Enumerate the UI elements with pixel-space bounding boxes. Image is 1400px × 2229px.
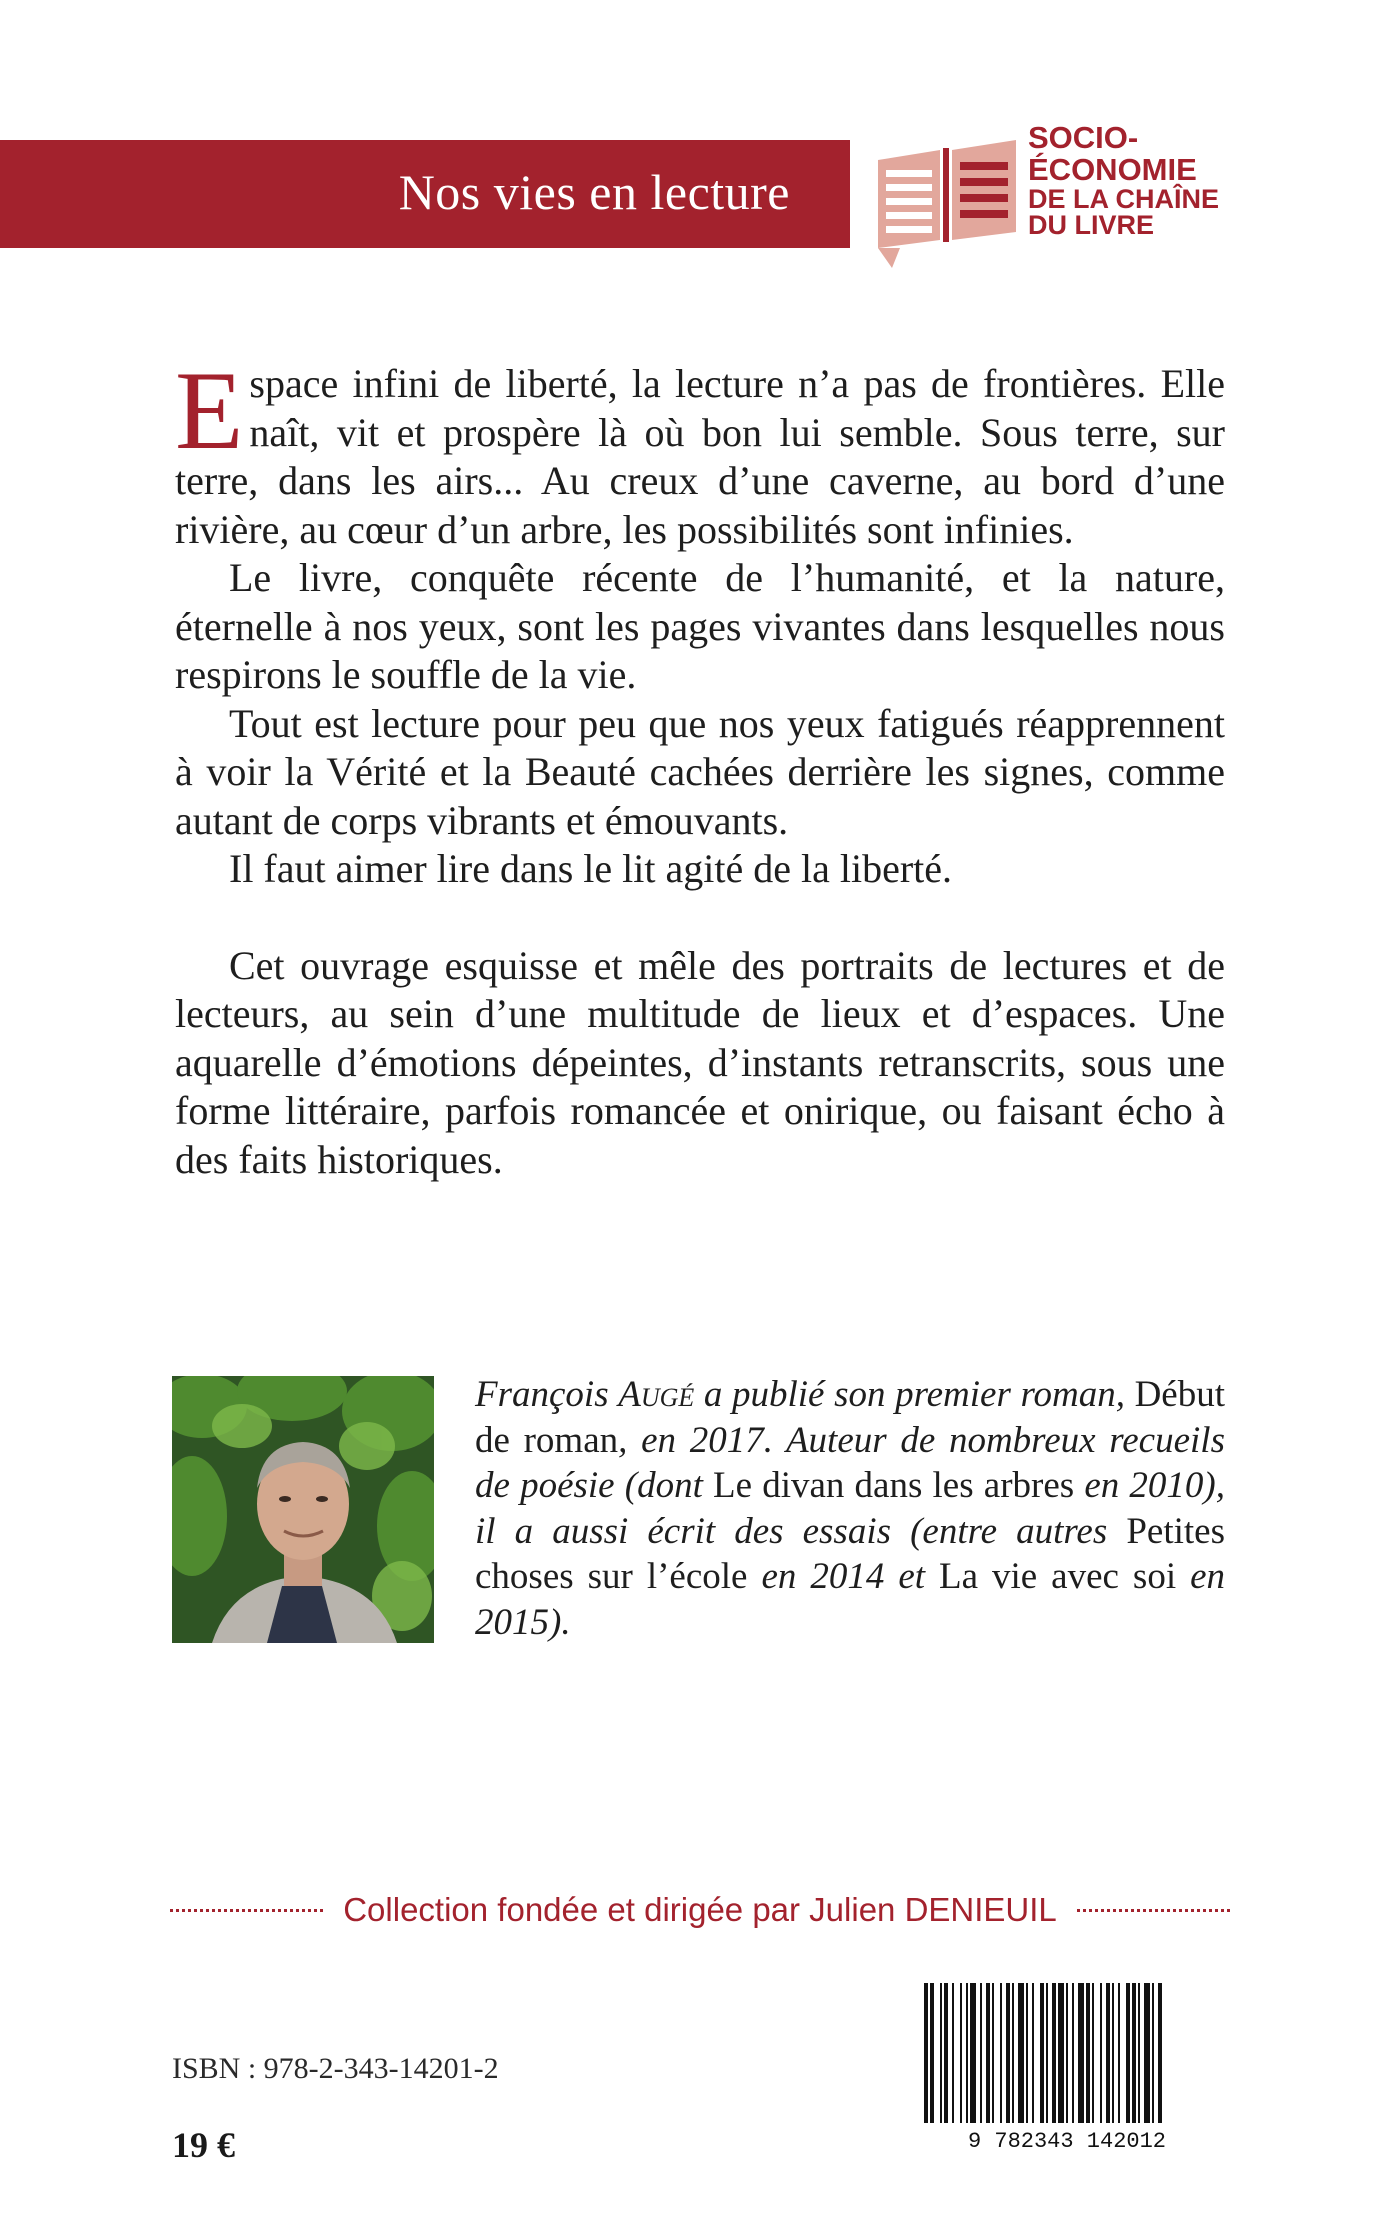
author-bio-text (475, 1372, 1225, 1645)
barcode-bar (1078, 1983, 1084, 2123)
barcode-bar (940, 1983, 942, 2123)
barcode-bar (1066, 1983, 1068, 2123)
barcode-bar (1052, 1983, 1056, 2123)
barcode-bar (1132, 1983, 1136, 2123)
barcode-bar (952, 1983, 954, 2123)
barcode-bar (1026, 1983, 1028, 2123)
blurb-paragraph-1 (175, 349, 1225, 554)
barcode-bar (1072, 1983, 1074, 2123)
collection-credit (170, 1885, 1230, 1935)
barcode-bar (980, 1983, 982, 2123)
barcode-bar (1058, 1983, 1064, 2123)
collection-text: Collection fondée et dirigée par Julien DENIEUIL (343, 1891, 1057, 1928)
barcode (910, 1975, 1225, 2155)
barcode-bar (986, 1983, 990, 2123)
barcode-bar (1106, 1983, 1110, 2123)
series-title: Nos vies en lecture (398, 164, 790, 220)
book-title: Début de roman (475, 1374, 1225, 1461)
publisher-logo-text (1028, 122, 1219, 238)
blurb-paragraph-3: Tout est lecture pour peu que nos yeux fatigués réapprennent à voir la Vérité et la Beauté cachées derrière les signes, comme autant de corps vibrants et émouvants. (175, 700, 1225, 843)
logo-line-2: ÉCONOMIE (1028, 152, 1197, 187)
bio-segment: en 2014 et (747, 1556, 939, 1597)
barcode-bar (1144, 1983, 1150, 2123)
barcode-bar (1000, 1983, 1002, 2123)
series-banner (0, 140, 850, 248)
barcode-bar (1158, 1983, 1162, 2123)
blurb-p1-text: space infini de liberté, la lecture n’a pas de frontières. Elle naît, vit et prospère là où bon lui semble. Sous terre, sur terre, dans les airs... Au creux d’une caverne, au bord d’une rivière, au cœur d’un arbre, les possibilités sont infinies. (175, 361, 1225, 552)
author-photo (172, 1376, 434, 1643)
barcode-bar (1086, 1983, 1090, 2123)
bio-segment: a publié son premier roman, (694, 1374, 1135, 1415)
barcode-bar (924, 1983, 928, 2123)
book-title: La vie avec soi (939, 1556, 1177, 1597)
dotted-rule-right (1077, 1909, 1230, 1912)
blurb-paragraph-5: Cet ouvrage esquisse et mêle des portraits de lectures et de lecteurs, au sein d’une multitude de lieux et d’espaces. Une aquarelle d’émotions dépeintes, d’instants retranscrits, sous une forme littéraire, parfois romancée et onirique, ou faisant écho à des faits historiques. (175, 942, 1225, 1182)
barcode-bar (944, 1983, 948, 2123)
price: 19 € (172, 2125, 235, 2165)
barcode-bar (1018, 1983, 1024, 2123)
barcode-bar (992, 1983, 994, 2123)
author-last-name: Augé (618, 1374, 695, 1415)
barcode-bar (1126, 1983, 1130, 2123)
barcode-bar (1138, 1983, 1140, 2123)
barcode-bar (1046, 1983, 1048, 2123)
barcode-bar (1006, 1983, 1010, 2123)
barcode-bar (930, 1983, 934, 2123)
dotted-rule-left (170, 1909, 323, 1912)
logo-line-4: DU LIVRE (1028, 210, 1155, 240)
barcode-bar (1092, 1983, 1094, 2123)
drop-cap: E (175, 349, 244, 473)
barcode-bar (970, 1983, 976, 2123)
barcode-bar (1100, 1983, 1102, 2123)
barcode-bar (1112, 1983, 1114, 2123)
book-logo-icon (870, 120, 1020, 270)
author-bio (475, 1372, 1225, 1645)
logo-line-3: DE LA CHAÎNE (1028, 184, 1220, 214)
bio-segment: , en 2017. Auteur de nombreux recueils de poésie (dont (475, 1419, 1225, 1506)
back-cover-blurb (175, 349, 1225, 1184)
book-title: Petites choses sur l’école (475, 1510, 1225, 1597)
barcode-bar (1118, 1983, 1120, 2123)
bio-segment: en 2015). (475, 1556, 1226, 1643)
barcode-bar (1152, 1983, 1154, 2123)
blurb-paragraph-4: Il faut aimer lire dans le lit agité de la liberté. (229, 846, 953, 891)
barcode-bar (1032, 1983, 1034, 2123)
author-first-name: François (475, 1374, 609, 1415)
barcode-bar (1040, 1983, 1044, 2123)
logo-line-1: SOCIO- (1028, 120, 1139, 155)
barcode-bar (966, 1983, 968, 2123)
bio-segment: en 2010), il a aussi écrit des essais (entre autres (475, 1465, 1225, 1552)
blurb-paragraph-2: Le livre, conquête récente de l’humanité, et la nature, éternelle à nos yeux, sont les pages vivantes dans lesquelles nous respirons le souffle de la vie. (175, 555, 1225, 697)
barcode-bar (960, 1983, 962, 2123)
book-title: Le divan dans les arbres (713, 1465, 1075, 1506)
isbn: ISBN : 978-2-343-14201-2 (172, 2052, 499, 2085)
barcode-bar (1012, 1983, 1014, 2123)
barcode-digits: 9 782343 142012 (967, 2129, 1167, 2154)
